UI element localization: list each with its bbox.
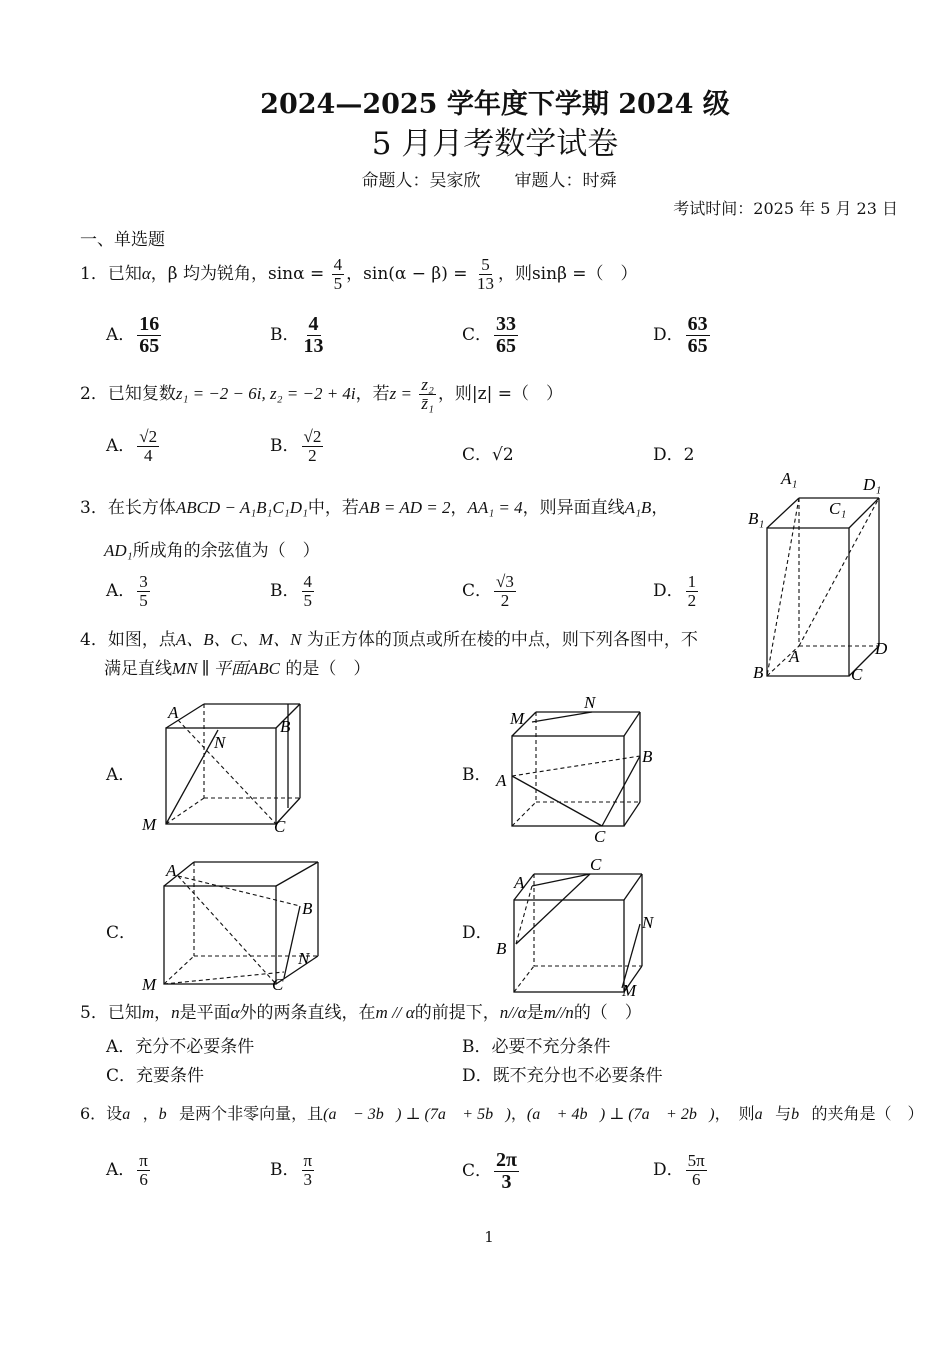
q3-option-b[interactable]: B． $\frac{4}{5}$ (270, 572, 312, 610)
label-C1: C₁ (829, 499, 847, 518)
q6-option-c[interactable]: C． $\frac{2\pi}{3}$ (462, 1149, 517, 1193)
fraction: $\frac{2\pi}{3}$ (496, 1149, 517, 1193)
q4-option-d[interactable]: D． (462, 923, 493, 943)
fraction: $\frac{33}{65}$ (496, 313, 517, 357)
fraction: $\frac{63}{65}$ (687, 313, 708, 357)
exam-title-line1: 2024—2025 学年度下学期 2024 级 (260, 89, 730, 120)
q6-option-b[interactable]: B． $\frac{\pi}{3}$ (270, 1151, 313, 1189)
question-1-stem: 1．已知α，β 均为锐角，sinα = $\frac{4}{5}$ ，sin(α − β) = $\frac{5}{13}$ ，则sinβ =（ ） (80, 255, 638, 293)
fraction: $\frac{\pi}{6}$ (139, 1151, 148, 1189)
q5-option-a[interactable]: A．充分不必要条件 (106, 1037, 255, 1057)
fraction: $\frac{\pi}{3}$ (303, 1151, 313, 1189)
fraction: $\frac{16}{65}$ (139, 313, 160, 357)
q5-option-c[interactable]: C．充要条件 (106, 1066, 205, 1086)
label-M: M (142, 815, 157, 834)
q3-option-c[interactable]: C． $\frac{√3}{2}$ (462, 572, 514, 610)
fraction: $\frac{√3}{2}$ (496, 572, 514, 610)
label-C: C (851, 665, 863, 684)
figure-q4-a-cube (138, 698, 318, 838)
q3-option-d[interactable]: D． $\frac{1}{2}$ (653, 572, 697, 610)
q4-option-c[interactable]: C． (106, 923, 137, 943)
fraction: $\frac{3}{5}$ (139, 572, 148, 610)
label-M: M (622, 981, 637, 1000)
fraction: $\frac{1}{2}$ (687, 572, 697, 610)
fraction: $\frac{4}{5}$ (333, 255, 343, 293)
label-D: D (875, 639, 888, 658)
q2-option-d[interactable]: D．2 (653, 445, 695, 465)
exam-title-line2: 5 月月考数学试卷 (371, 126, 619, 162)
q1-option-a[interactable]: A． $\frac{16}{65}$ (106, 313, 160, 357)
label-N: N (298, 949, 310, 968)
label-B1: B₁ (748, 509, 765, 528)
q1-option-b[interactable]: B． $\frac{4}{13}$ (270, 313, 324, 357)
label-B: B (280, 717, 291, 736)
label-C: C (594, 827, 606, 845)
q5-option-d[interactable]: D．既不充分也不必要条件 (462, 1066, 663, 1086)
label-C: C (590, 855, 602, 874)
q4-option-a[interactable]: A． (106, 765, 136, 785)
q5-option-b[interactable]: B．必要不充分条件 (462, 1037, 611, 1057)
exam-date: 考试时间：2025 年 5 月 23 日 (673, 199, 898, 218)
fraction: $\frac{√2}{4}$ (139, 427, 158, 465)
fraction: $\frac{5}{13}$ (476, 255, 494, 293)
exam-authors: 命题人：吴家欣 审题人：时舜 (361, 171, 617, 191)
label-B: B (753, 663, 764, 682)
label-A: A (168, 703, 179, 722)
label-B: B (496, 939, 507, 958)
question-3-stem: 3．在长方体ABCD − A₁B₁C₁D₁中，若AB = AD = 2，AA₁ = 4，则异面直线A₁B， (80, 498, 669, 518)
section-title: 一、单选题 (80, 230, 165, 250)
fraction: $\frac{\text{z₂}}{\text{z̄₁}}$ (421, 375, 434, 413)
question-4-stem: 4．如图，点A、B、C、M、N 为正方体的顶点或所在棱的中点，则下列各图中，不 (80, 630, 698, 650)
label-B: B (302, 899, 313, 918)
label-N: N (214, 733, 226, 752)
q4-option-b[interactable]: B． (462, 765, 492, 785)
fraction: $\frac{5\pi}{6}$ (687, 1151, 705, 1189)
figure-q4-b-cube (492, 690, 662, 845)
q2-option-a[interactable]: A． $\frac{√2}{4}$ (106, 427, 158, 465)
q1-option-c[interactable]: C． $\frac{33}{65}$ (462, 313, 517, 357)
question-2-stem: 2．已知复数z₁ = −2 − 6i, z₂ = −2 + 4i，若z = $\frac{\text{z₂}}{\text{z̄₁}}$ ，则|z| =（ ） (80, 375, 563, 413)
label-B: B (642, 747, 653, 766)
q1-option-d[interactable]: D． $\frac{63}{65}$ (653, 313, 708, 357)
question-5-stem: 5．已知m，n是平面α外的两条直线，在m // α的前提下，n//α是m//n的（ ） (80, 1003, 642, 1023)
label-A: A (496, 771, 507, 790)
q6-option-a[interactable]: A． $\frac{\pi}{6}$ (106, 1151, 148, 1189)
question-3-stem-line2: AD₁所成角的余弦值为（ ） (104, 541, 320, 561)
label-M: M (510, 709, 525, 728)
label-C: C (274, 817, 286, 836)
fraction: $\frac{4}{13}$ (303, 313, 324, 357)
label-A: A (166, 861, 177, 880)
page-number: 1 (484, 1228, 494, 1246)
label-M: M (142, 975, 157, 994)
q2-option-c[interactable]: C．√2 (462, 445, 514, 465)
label-A1: A₁ (781, 469, 798, 488)
q3-option-a[interactable]: A． $\frac{3}{5}$ (106, 572, 148, 610)
q6-option-d[interactable]: D． $\frac{5\pi}{6}$ (653, 1151, 705, 1189)
question-6-stem: 6．设a⃗，b⃗是两个非零向量，且(a⃗ − 3b⃗) ⊥ (7a⃗ + 5b⃗)，(a⃗ + 4b⃗) ⊥ (7a⃗ + 2b⃗)， 则a⃗与b⃗的夹角是（ ） (80, 1104, 924, 1123)
question-4-stem-line2: 满足直线MN ∥ 平面ABC 的是（ ） (104, 659, 371, 679)
label-N: N (584, 693, 596, 712)
label-A: A (514, 873, 525, 892)
label-D1: D₁ (863, 475, 882, 494)
q2-option-b[interactable]: B． $\frac{√2}{2}$ (270, 427, 322, 465)
figure-q4-c-cube (138, 856, 328, 996)
fraction: $\frac{√2}{2}$ (303, 427, 322, 465)
label-A: A (789, 647, 800, 666)
fraction: $\frac{4}{5}$ (303, 572, 312, 610)
label-C: C (272, 975, 284, 994)
label-N: N (642, 913, 654, 932)
figure-q4-d-cube (492, 850, 662, 1000)
figure-q3-cuboid (745, 468, 905, 688)
